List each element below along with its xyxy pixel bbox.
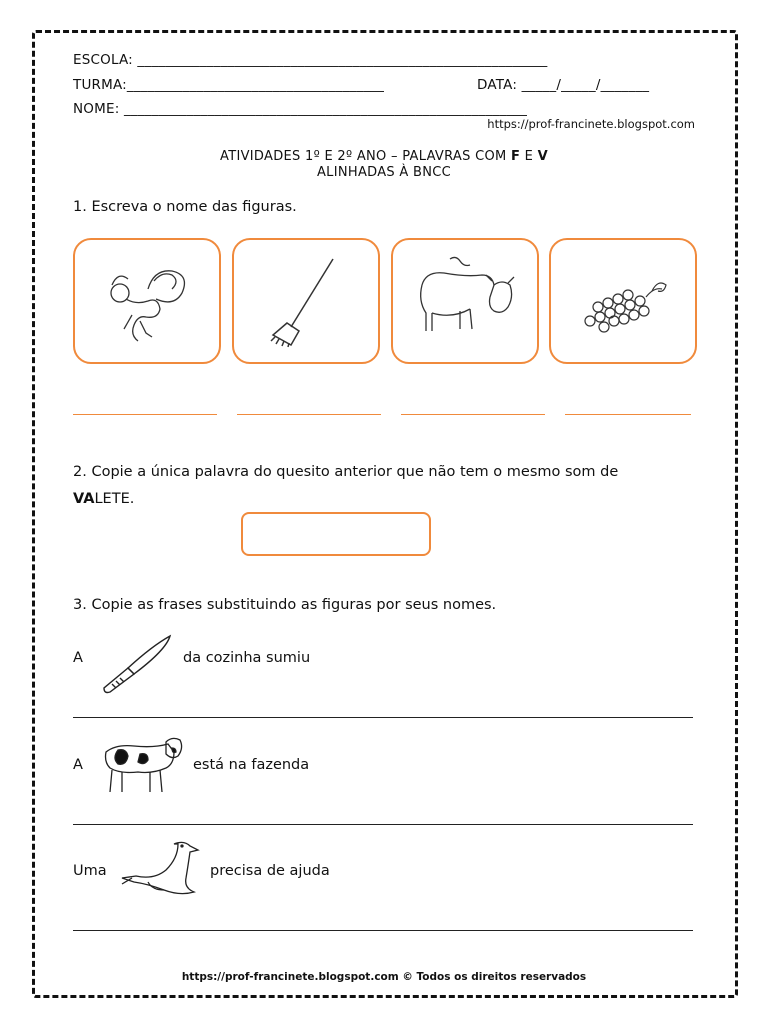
picture-card-fairy (73, 238, 221, 364)
grapes-icon (568, 251, 678, 351)
sentence-2-before: A (73, 757, 83, 773)
sentence-3-before: Uma (73, 863, 107, 879)
name-field[interactable]: NOME: __________________________________________________________ (73, 101, 528, 117)
activity-subtitle: ALINHADAS À BNCC (316, 165, 452, 180)
sentence-1-after: da cozinha sumiu (183, 650, 311, 666)
write-line-1[interactable] (73, 717, 693, 718)
footer-copyright: https://prof-francinete.blogspot.com © Todos os direitos reservados (181, 971, 587, 983)
class-field[interactable]: TURMA:_____________________________________ (73, 77, 385, 93)
answer-line-1[interactable] (73, 414, 217, 415)
broom-icon (251, 251, 361, 351)
seal-icon (118, 838, 203, 898)
picture-card-grapes (549, 238, 697, 364)
sentence-1-before: A (73, 650, 83, 666)
sentence-2-after: está na fazenda (193, 757, 310, 773)
answer-line-2[interactable] (237, 414, 381, 415)
sentence-3-after: precisa de ajuda (210, 863, 330, 879)
question-2: 2. Copie a única palavra do quesito anterior que não tem o mesmo som de VALETE. (73, 464, 619, 507)
question-1: 1. Escreva o nome das figuras. (73, 199, 297, 215)
cow-spotted-icon (100, 734, 185, 798)
question-3: 3. Copie as frases substituindo as figuras por seus nomes. (73, 597, 497, 613)
write-line-3[interactable] (73, 930, 693, 931)
write-line-2[interactable] (73, 824, 693, 825)
picture-card-cow (391, 238, 539, 364)
answer-line-4[interactable] (565, 414, 691, 415)
activity-title: ATIVIDADES 1º E 2º ANO – PALAVRAS COM F E V (220, 149, 548, 164)
knife-icon (100, 632, 175, 696)
school-field[interactable]: ESCOLA: ___________________________________________________________ (73, 52, 548, 68)
answer-box[interactable] (241, 512, 431, 556)
date-field[interactable]: DATA: _____/_____/_______ (477, 77, 650, 93)
picture-card-broom (232, 238, 380, 364)
cow-icon (410, 251, 520, 351)
fairy-icon (92, 251, 202, 351)
answer-line-3[interactable] (401, 414, 545, 415)
header-url: https://prof-francinete.blogspot.com (487, 117, 695, 131)
